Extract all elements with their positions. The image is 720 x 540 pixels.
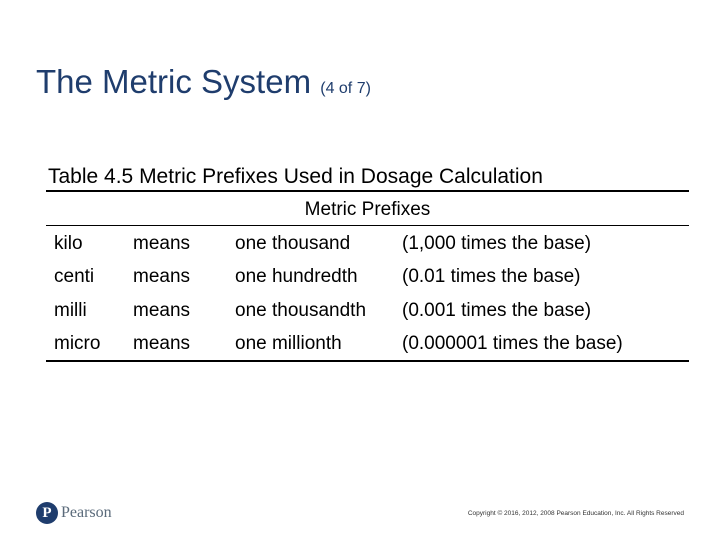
meaning-cell: one hundredth [235,266,358,287]
factor-cell: (0.001 times the base) [402,300,592,321]
table-bottom-rule [46,360,689,362]
table-top-rule [46,190,689,192]
factor-cell: (0.000001 times the base) [402,333,623,354]
slide-title-main: The Metric System [36,63,312,100]
table-row [0,298,720,324]
slide-title [36,62,371,109]
means-cell: means [133,266,191,287]
table-caption: Table 4.5 Metric Prefixes Used in Dosage Calculation [48,165,543,188]
factor-cell: (0.01 times the base) [402,266,581,287]
means-cell: means [133,333,191,354]
pearson-logo-icon: P [36,502,58,524]
table-row [0,331,720,357]
table-header-rule [46,225,689,226]
meaning-cell: one thousandth [235,300,367,321]
table-row [0,231,720,257]
meaning-cell: one millionth [235,333,342,354]
means-cell: means [133,300,191,321]
means-cell: means [133,233,191,254]
prefix-cell: kilo [54,233,83,254]
meaning-cell: one thousand [235,233,351,254]
table-row [0,264,720,290]
prefix-cell: centi [54,266,95,287]
copyright-notice: Copyright © 2016, 2012, 2008 Pearson Education, Inc. All Rights Reserved [467,510,684,517]
prefix-cell: micro [54,333,101,354]
table-header: Metric Prefixes [304,199,431,220]
prefix-cell: milli [54,300,87,321]
pearson-logo-text: Pearson [61,504,112,521]
slide-title-counter: (4 of 7) [320,80,371,97]
factor-cell: (1,000 times the base) [402,233,592,254]
